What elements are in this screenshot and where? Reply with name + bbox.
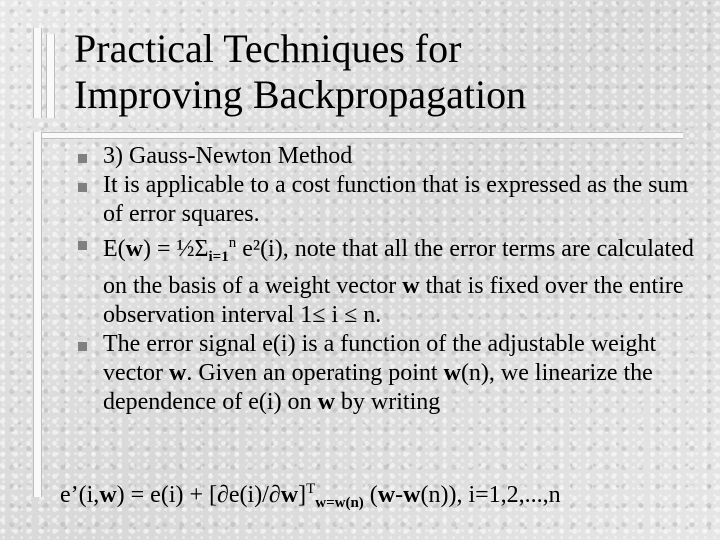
bullet-text: by writing (334, 389, 441, 415)
eq-part: ) = e(i) + [∂e(i)/∂ (116, 482, 281, 508)
bullet-item (78, 142, 698, 171)
bullet-text: 3) Gauss-Newton Method (103, 143, 353, 169)
bullet-text: The error signal e(i) is a function of the adjustable weight vector (103, 331, 657, 386)
vector-w: w (125, 236, 143, 262)
decorative-frame-bar (46, 34, 55, 118)
bullet-text: (n), we linearize the dependence of e(i) on (103, 360, 653, 415)
bullet-item (78, 229, 698, 330)
bullet-text: ) = ½Σ (143, 236, 209, 262)
eq-part: ] (298, 482, 307, 508)
square-bullet-icon (78, 183, 87, 192)
square-bullet-icon (78, 241, 87, 250)
eval-subscript: w=w(n) (315, 495, 364, 511)
linearization-equation (60, 475, 710, 518)
vector-w: w (280, 482, 299, 508)
vector-w: w (403, 482, 421, 508)
eq-part: - (395, 482, 404, 508)
eq-part: ( (363, 482, 378, 508)
bullet-item (78, 330, 698, 417)
vector-w: w (168, 360, 187, 386)
vector-w: w (443, 360, 461, 386)
bullet-list (78, 142, 698, 417)
sum-subscript: i=1 (208, 249, 229, 265)
vector-w: w (377, 482, 396, 508)
title-divider (33, 132, 683, 139)
slide-title (74, 26, 694, 118)
decorative-frame-bar (33, 132, 42, 497)
eq-part: e’(i, (60, 482, 100, 508)
bullet-text: that is fixed over the entire observation interval 1≤ i ≤ n. (103, 273, 684, 328)
square-bullet-icon (78, 342, 87, 351)
sum-superscript: n (228, 235, 237, 251)
bullet-text: It is applicable to a cost function that is expressed as the sum of error squares. (103, 172, 689, 227)
title-line-2: Improving Backpropagation (74, 72, 527, 117)
decorative-frame-bar (33, 28, 42, 118)
bullet-text: . Given an operating point (186, 360, 444, 386)
title-line-1: Practical Techniques for (74, 26, 462, 71)
vector-w: w (99, 482, 117, 508)
vector-w: w (402, 273, 420, 299)
bullet-text-prefix: E( (103, 236, 126, 262)
transpose-superscript: T (306, 481, 316, 497)
bullet-item (78, 171, 698, 229)
vector-w: w (317, 389, 335, 415)
bullet-text: e²(i), note that all the error terms are calculated on the basis of a weight vector (103, 236, 694, 299)
square-bullet-icon (78, 154, 87, 163)
eq-part: (n)), i=1,2,...,n (420, 482, 561, 508)
